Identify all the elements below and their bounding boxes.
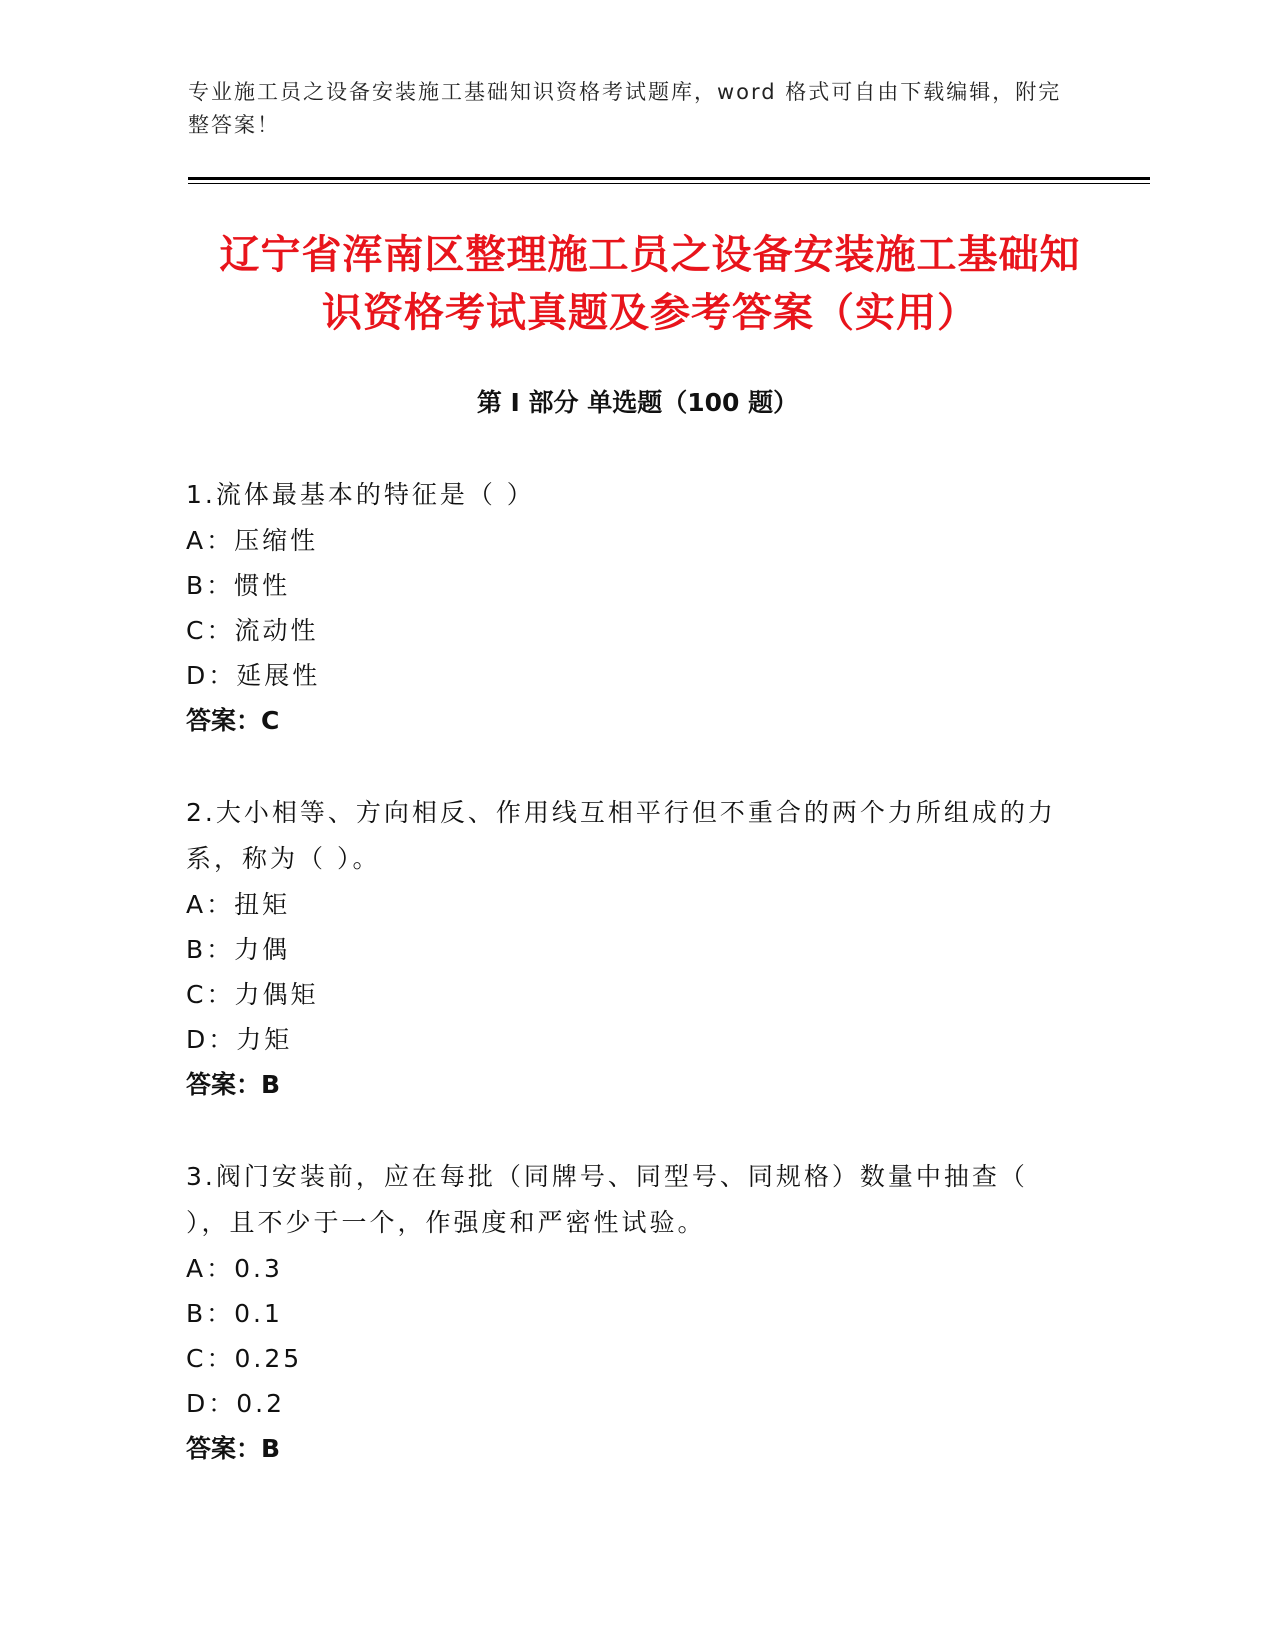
option-letter: C： [186, 1344, 235, 1373]
section-heading: 第 I 部分 单选题（100 题） [476, 388, 799, 417]
option-letter: A： [186, 1254, 235, 1283]
option-letter: D： [186, 1025, 237, 1054]
option-text: 0.3 [234, 1254, 283, 1283]
answer-line: 答案：B [186, 1434, 281, 1463]
option-text: 0.1 [234, 1299, 283, 1328]
question-stem: 1.流体最基本的特征是（ ） [186, 480, 535, 509]
header-divider-thick [188, 177, 1150, 180]
option-text: 流动性 [234, 616, 319, 645]
option-letter: B： [186, 571, 235, 600]
option-letter: C： [186, 616, 235, 645]
option-d [186, 653, 1066, 698]
option-text: 0.2 [236, 1389, 286, 1418]
option-letter: B： [186, 1299, 235, 1328]
answer-line: 答案：B [186, 1070, 281, 1099]
document-title: 辽宁省浑南区整理施工员之设备安装施工基础知识资格考试真题及参考答案（实用） [219, 232, 1081, 336]
option-text: 压缩性 [234, 526, 319, 555]
question-1 [186, 472, 1066, 743]
question-3 [186, 1154, 1066, 1471]
option-letter: A： [186, 890, 235, 919]
option-a [186, 882, 1066, 927]
option-d [186, 1381, 1066, 1426]
question-stem: 3.阀门安装前，应在每批（同牌号、同型号、同规格）数量中抽查（ ），且不少于一个，作强度和严密性试验。 [186, 1162, 1028, 1237]
option-text: 力偶 [234, 935, 291, 964]
option-letter: D： [186, 661, 237, 690]
option-c [186, 608, 1066, 653]
option-b [186, 927, 1066, 972]
option-text: 0.25 [234, 1344, 303, 1373]
option-letter: A： [186, 526, 235, 555]
option-text: 惯性 [234, 571, 291, 600]
question-stem: 2.大小相等、方向相反、作用线互相平行但不重合的两个力所组成的力系，称为（ ）。 [186, 798, 1056, 873]
option-b [186, 1291, 1066, 1336]
header-note: 专业施工员之设备安装施工基础知识资格考试题库，word 格式可自由下载编辑，附完整答案！ [188, 80, 1062, 137]
option-text: 延展性 [236, 661, 321, 690]
option-text: 力偶矩 [234, 980, 319, 1009]
option-letter: D： [186, 1389, 237, 1418]
option-d [186, 1017, 1066, 1062]
option-letter: C： [186, 980, 235, 1009]
option-b [186, 563, 1066, 608]
option-text: 力矩 [236, 1025, 293, 1054]
header-divider-thin [188, 183, 1150, 184]
option-a [186, 518, 1066, 563]
option-c [186, 1336, 1066, 1381]
option-text: 扭矩 [234, 890, 291, 919]
option-c [186, 972, 1066, 1017]
option-letter: B： [186, 935, 235, 964]
answer-line: 答案：C [186, 706, 280, 735]
question-2 [186, 790, 1066, 1107]
option-a [186, 1246, 1066, 1291]
